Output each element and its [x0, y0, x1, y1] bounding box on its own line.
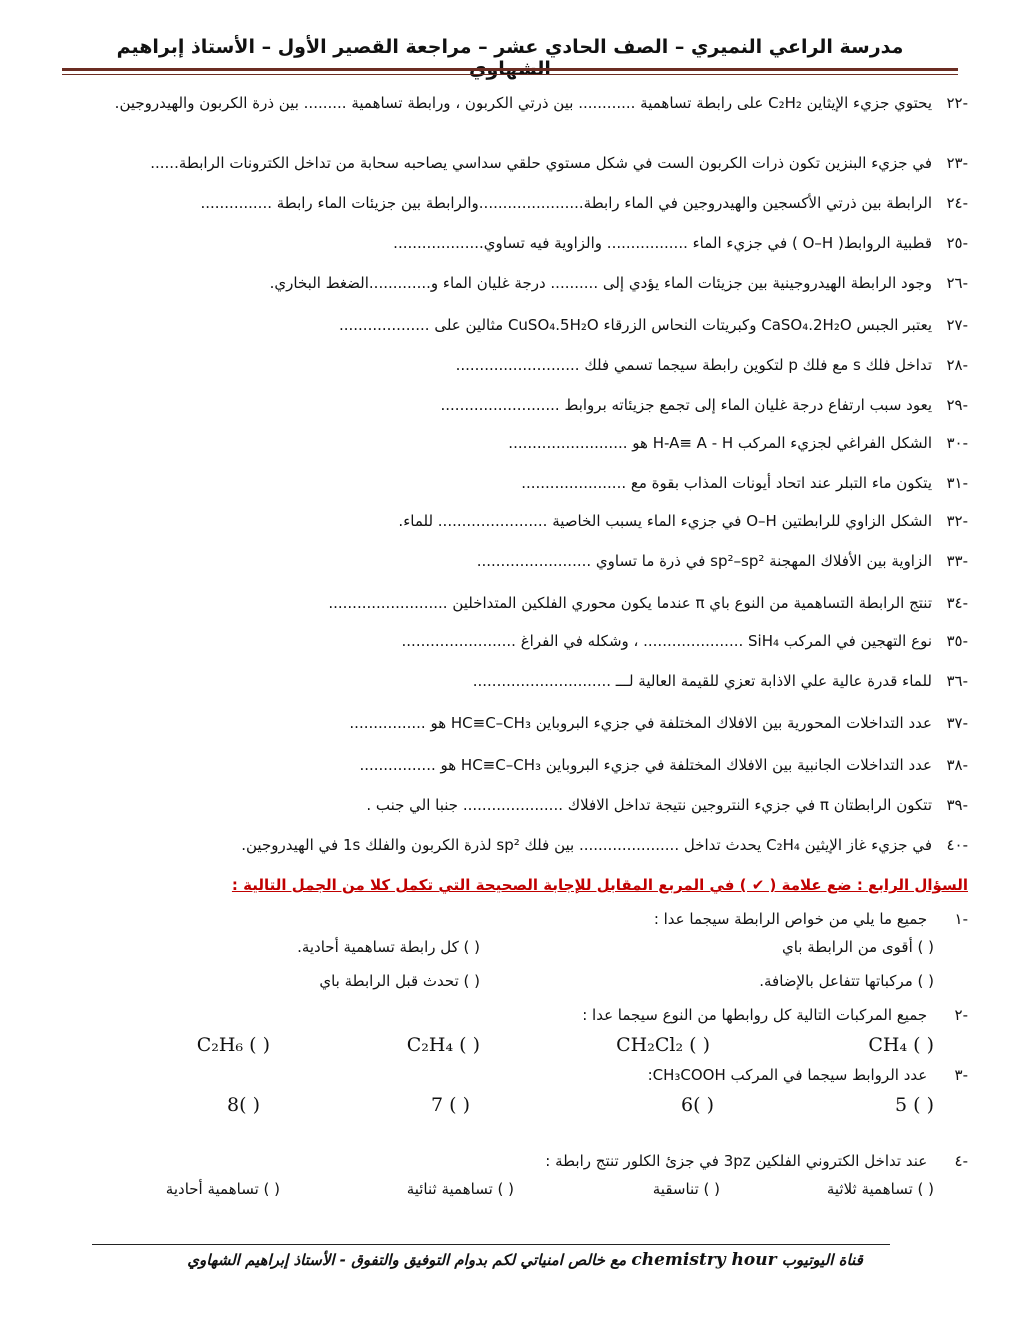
- footer-divider: [92, 1244, 890, 1245]
- question-number: -٢٨: [946, 356, 968, 374]
- question-item: [62, 230, 968, 256]
- question-text: الرابطة بين ذرتي الأكسجين والهيدروجين في الماء رابطة......................والرابطة بين جزيئات الماء رابطة ...............: [200, 194, 932, 212]
- question-number: -٢٢: [946, 94, 968, 112]
- mcq-4-option-b[interactable]: ( ) تناسقية: [652, 1180, 720, 1198]
- question-number: -٣٠: [946, 434, 968, 452]
- mcq-3-option-b[interactable]: 6( ): [681, 1094, 714, 1116]
- question-text: في جزيء غاز الإيثين C₂H₄ يحدث تداخل ..................... بين فلك sp² لذرة الكربون والفلك 1s في الهيدروجين.: [241, 836, 932, 854]
- question-text: قطبية الروابط( O–H ) في جزيء الماء ................. والزاوية فيه تساوي...................: [393, 234, 932, 252]
- mcq-1-option-a[interactable]: ( ) أقوى من الرابطة باي: [781, 938, 934, 956]
- question-item: [62, 392, 968, 418]
- question-number: -٢٣: [946, 154, 968, 172]
- mcq-number: -٢: [954, 1006, 968, 1024]
- question-text: الشكل الفراغي لجزيء المركب H-A≡ A - H هو .........................: [508, 434, 932, 452]
- question-item: [62, 832, 968, 858]
- footer-channel-name: chemistry hour: [631, 1250, 777, 1270]
- question-number: -٣٣: [946, 552, 968, 570]
- mcq-2-option-d[interactable]: C₂H₆ ( ): [196, 1034, 270, 1056]
- question-text: الزاوية بين الأفلاك المهجنة sp²–sp² في ذرة ما تساوي ........................: [476, 552, 932, 570]
- question-number: -٣٨: [946, 756, 968, 774]
- question-item: [62, 548, 968, 574]
- question-text: في جزيء البنزين تكون ذرات الكربون الست في شكل مستوي حلقي سداسي يصاحبه سحابة من تداخل الكترونات الرابطة......: [150, 154, 932, 172]
- mcq-4: [62, 1148, 968, 1174]
- question-text: تداخل فلك s مع فلك p لتكوين رابطة سيجما تسمي فلك ..........................: [455, 356, 932, 374]
- mcq-number: -٤: [954, 1152, 968, 1170]
- mcq-number: -١: [954, 910, 968, 928]
- question-number: -٢٧: [946, 316, 968, 334]
- footer-prefix: قناة اليوتيوب: [776, 1251, 863, 1269]
- question-text: الشكل الزاوي للرابطتين O–H في جزيء الماء يسبب الخاصية ....................... للماء.: [398, 512, 932, 530]
- mcq-1-option-d[interactable]: ( ) تحدث قبل الرابطة باي: [319, 972, 480, 990]
- question-number: -٢٥: [946, 234, 968, 252]
- page-header: مدرسة الراعي النميري – الصف الحادي عشر – مراجعة القصير الأول – الأستاذ إبراهيم الشهاوي: [116, 36, 904, 80]
- question-item: [62, 470, 968, 496]
- mcq-1-option-b[interactable]: ( ) كل رابطة تساهمية أحادية.: [297, 938, 480, 956]
- question-item: [62, 190, 968, 216]
- question-item: [62, 90, 968, 116]
- mcq-2-option-c[interactable]: C₂H₄ ( ): [406, 1034, 480, 1056]
- mcq-2-option-a[interactable]: CH₄ ( ): [868, 1034, 934, 1056]
- mcq-2: [62, 1002, 968, 1028]
- question-item: [62, 312, 968, 338]
- question-number: -٣٥: [946, 632, 968, 650]
- question-number: -٣٩: [946, 796, 968, 814]
- section4-title: السؤال الرابع : ضع علامة ( ✔ ) في المربع المقابل للإجابة الصحيحة التي تكمل كلا من الجمل التالية :: [231, 876, 968, 894]
- question-item: [62, 430, 968, 456]
- page-footer: [120, 1250, 930, 1270]
- question-text: يتكون ماء التبلر عند اتحاد أيونات المذاب بقوة مع ......................: [521, 474, 932, 492]
- question-text: يحتوي جزيء الإيثاين C₂H₂ على رابطة تساهمية ............ بين ذرتي الكربون ، ورابطة تساهمية ......... بين ذرة الكربون والهيدروجين.: [114, 94, 932, 112]
- header-divider: [62, 68, 958, 71]
- question-text: للماء قدرة عالية علي الاذابة تعزي للقيمة العالية لـــ .............................: [472, 672, 932, 690]
- question-item: [62, 590, 968, 616]
- mcq-3-option-c[interactable]: 7 ( ): [431, 1094, 470, 1116]
- question-text: وجود الرابطة الهيدروجينية بين جزيئات الماء يؤدي إلى .......... درجة غليان الماء و.............الضغط البخاري.: [269, 274, 932, 292]
- mcq-1: [62, 906, 968, 932]
- mcq-2-option-b[interactable]: CH₂Cl₂ ( ): [616, 1034, 710, 1056]
- question-item: [62, 352, 968, 378]
- question-number: -٣٦: [946, 672, 968, 690]
- mcq-4-option-a[interactable]: ( ) تساهمية ثلاثية: [826, 1180, 934, 1198]
- question-text: نوع التهجين في المركب SiH₄ ..................... ، وشكله في الفراغ ........................: [401, 632, 932, 650]
- question-text: تتكون الرابطتان π في جزيء النتروجين نتيجة تداخل الافلاك ..................... جنبا الي جنب .: [366, 796, 932, 814]
- question-number: -٣٧: [946, 714, 968, 732]
- question-number: -٣٤: [946, 594, 968, 612]
- footer-suffix: مع خالص امنياتي لكم بدوام التوفيق والتفوق - الأستاذ إبراهيم الشهاوي: [187, 1251, 632, 1269]
- question-number: -٣٢: [946, 512, 968, 530]
- question-item: [62, 150, 968, 176]
- mcq-number: -٣: [954, 1066, 968, 1084]
- question-text: يعود سبب ارتفاع درجة غليان الماء إلى تجمع جزيئاته بروابط .........................: [440, 396, 932, 414]
- question-number: -٤٠: [946, 836, 968, 854]
- question-item: [62, 668, 968, 694]
- header-divider-thin: [62, 74, 958, 75]
- mcq-3: [62, 1062, 968, 1088]
- question-number: -٢٩: [946, 396, 968, 414]
- mcq-1-option-c[interactable]: ( ) مركباتها تتفاعل بالإضافة.: [759, 972, 934, 990]
- mcq-stem: جميع ما يلي من خواص الرابطة سيجما عدا :: [653, 910, 928, 928]
- question-text: عدد التداخلات المحورية بين الافلاك المختلفة في جزيء البروباين HC≡C–CH₃ هو ................: [349, 714, 932, 732]
- question-number: -٢٦: [946, 274, 968, 292]
- mcq-stem: عدد الروابط سيجما في المركب CH₃COOH:: [647, 1066, 928, 1084]
- question-number: -٣١: [946, 474, 968, 492]
- question-item: [62, 628, 968, 654]
- mcq-stem: عند تداخل الكتروني الفلكين 3pz في جزئ الكلور تنتج رابطة :: [545, 1152, 928, 1170]
- mcq-3-option-d[interactable]: 8( ): [227, 1094, 260, 1116]
- question-text: عدد التداخلات الجانبية بين الافلاك المختلفة في جزيء البروباين HC≡C–CH₃ هو ................: [359, 756, 932, 774]
- mcq-4-option-d[interactable]: ( ) تساهمية أحادية: [165, 1180, 280, 1198]
- question-item: [62, 792, 968, 818]
- question-item: [62, 752, 968, 778]
- mcq-4-option-c[interactable]: ( ) تساهمية ثنائية: [406, 1180, 514, 1198]
- mcq-stem: جميع المركبات التالية كل روابطها من النوع سيجما عدا :: [582, 1006, 928, 1024]
- question-number: -٢٤: [946, 194, 968, 212]
- question-text: يعتبر الجبس CaSO₄.2H₂O وكبريتات النحاس الزرقاء CuSO₄.5H₂O مثالين على ...................: [338, 316, 932, 334]
- question-item: [62, 270, 968, 296]
- mcq-3-option-a[interactable]: 5 ( ): [895, 1094, 934, 1116]
- question-text: تنتج الرابطة التساهمية من النوع باي π عندما يكون محوري الفلكين المتداخلين .........................: [328, 594, 932, 612]
- question-item: [62, 508, 968, 534]
- question-item: [62, 710, 968, 736]
